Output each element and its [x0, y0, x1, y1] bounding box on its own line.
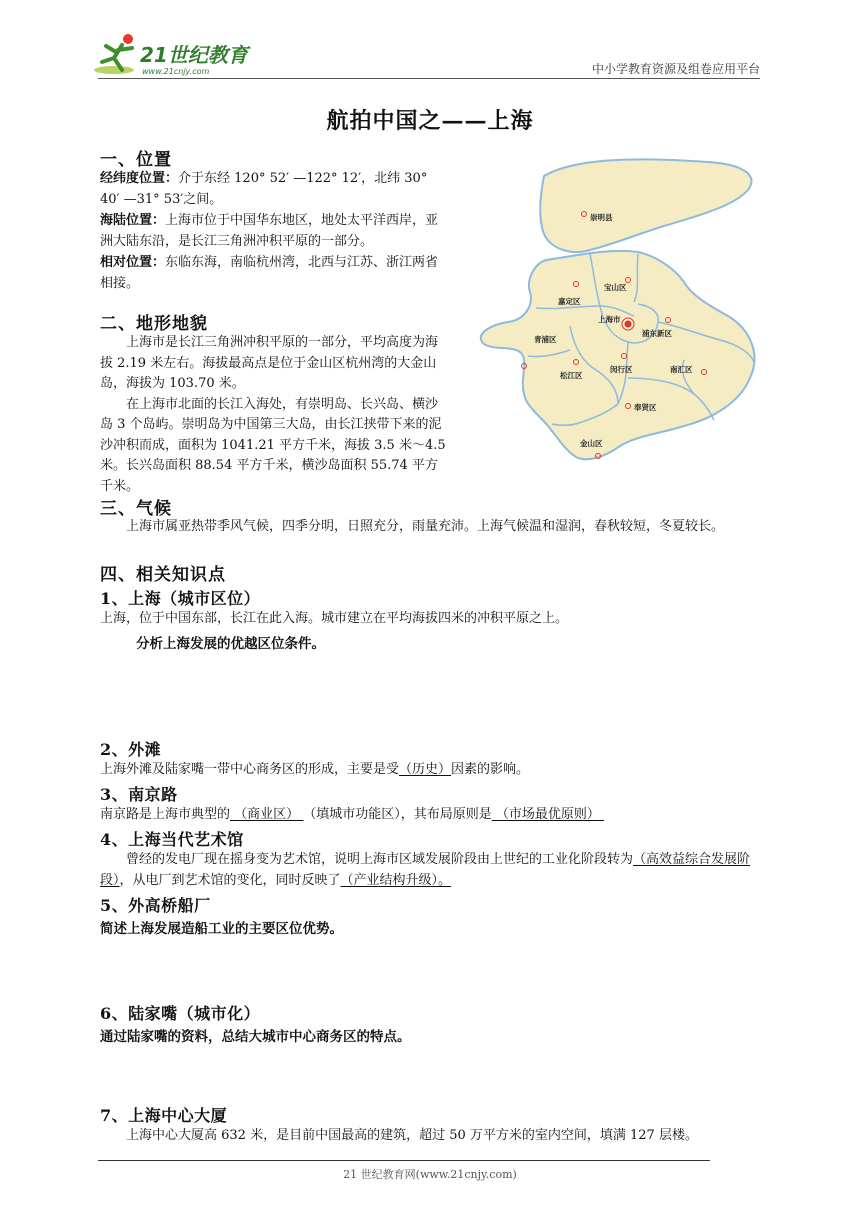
k4-mid: ，从电厂到艺术馆的变化，同时反映了	[119, 872, 341, 888]
label-nanhui: 南汇区	[670, 365, 693, 374]
header-divider	[98, 78, 760, 79]
k4-answer-2: （产业结构升级）。	[340, 872, 452, 888]
sea-land-label: 海陆位置：	[100, 213, 166, 228]
label-fengxian: 奉贤区	[634, 403, 657, 412]
marker-shanghai	[625, 321, 632, 328]
knowledge-3-heading: 3、南京路	[100, 785, 178, 804]
knowledge-6-heading: 6、陆家嘴（城市化）	[100, 1004, 261, 1023]
logo-text: 21世纪教育	[140, 43, 248, 67]
section-4-heading: 四、相关知识点	[100, 565, 226, 585]
k4-answer-1: （高效益综合发展阶段）	[100, 852, 751, 888]
knowledge-3-text	[100, 805, 764, 826]
label-qingpu: 青浦区	[534, 335, 557, 344]
k3-mid: （填城市功能区），其布局原则是	[303, 807, 492, 822]
footer-divider	[98, 1160, 710, 1161]
climate-paragraph: 上海市属亚热带季风气候，四季分明，日照充分，雨量充沛。上海气候温和湿润，春秋较短，冬夏较长。	[126, 519, 725, 534]
k2-post: 因素的影响。	[451, 762, 530, 777]
footer-text: 21 世纪教育网(www.21cnjy.com)	[343, 1168, 517, 1181]
k2-pre: 上海外滩及陆家嘴一带中心商务区的形成，主要是受	[100, 762, 400, 777]
section-2-body	[100, 333, 446, 497]
knowledge-7-text: 上海中心大厦高 632 米，是目前中国最高的建筑，超过 50 万平方米的室内空间，填满 127 层楼。	[126, 1128, 698, 1143]
terrain-paragraph-1: 上海市是长江三角洲冲积平原的一部分，平均高度为海拔 2.19 米左右。海拔最高点是位于金山区杭州湾的大金山岛，海拔为 103.70 米。	[100, 335, 439, 391]
label-pudong: 浦东新区	[642, 329, 672, 338]
knowledge-7-heading: 7、上海中心大厦	[100, 1106, 228, 1125]
knowledge-2-heading: 2、外滩	[100, 740, 162, 759]
logo	[92, 30, 262, 82]
knowledge-5-question: 简述上海发展造船工业的主要区位优势。	[100, 921, 343, 937]
shanghai-map	[478, 156, 764, 474]
logo-url: www.21cnjy.com	[142, 67, 210, 76]
knowledge-5-heading: 5、外高桥船厂	[100, 896, 211, 915]
label-jinshan: 金山区	[580, 439, 603, 448]
runner-logo-icon	[92, 30, 262, 82]
knowledge-6-question: 通过陆家嘴的资料，总结大城市中心商务区的特点。	[100, 1029, 411, 1045]
knowledge-4-text	[100, 850, 764, 891]
platform-name: 中小学教育资源及组卷应用平台	[591, 62, 760, 76]
relative-text: 东临东海，南临杭州湾，北西与江苏、浙江两省相接。	[100, 255, 439, 291]
k3-answer-1: （商业区）	[230, 807, 304, 822]
knowledge-1-question: 分析上海发展的优越区位条件。	[136, 636, 325, 652]
label-baoshan: 宝山区	[604, 283, 627, 292]
terrain-paragraph-2: 在上海市北面的长江入海处，有崇明岛、长兴岛、横沙岛 3 个岛屿。崇明岛为中国第三大岛，由长江挟带下来的泥沙冲积而成，面积为 1041.21 平方千米，海拔 3.5 米～4.5 米。长兴岛面积 88.54 平方千米，横沙岛面积 55.74 平方千米。	[100, 396, 446, 494]
section-1-heading: 一、位置	[100, 150, 172, 170]
k3-pre: 南京路是上海市典型的	[100, 807, 231, 822]
map-region-chongming	[540, 159, 751, 252]
section-2-heading: 二、地形地貌	[100, 314, 208, 334]
label-songjiang: 松江区	[560, 371, 583, 380]
label-shanghai: 上海市	[598, 315, 621, 324]
knowledge-1-text: 上海，位于中国东部，长江在此入海。城市建立在平均海拔四米的冲积平原之上。	[100, 611, 569, 626]
k2-answer: （历史）	[399, 762, 452, 777]
knowledge-2-text	[100, 760, 764, 781]
section-1-body	[100, 169, 446, 294]
label-minhang: 闵行区	[610, 365, 633, 374]
latlon-text: 介于东经 120° 52′ —122° 12′，北纬 30° 40′ —31° 53′之间。	[100, 171, 428, 207]
label-jiading: 嘉定区	[558, 297, 581, 306]
section-3-heading: 三、气候	[100, 499, 172, 519]
relative-label: 相对位置：	[100, 255, 166, 270]
k3-answer-2: （市场最优原则）	[491, 807, 605, 822]
label-chongming: 崇明县	[590, 213, 613, 222]
sea-land-text: 上海市位于中国华东地区，地处太平洋西岸，亚洲大陆东沿，是长江三角洲冲积平原的一部分。	[100, 213, 439, 249]
knowledge-4-heading: 4、上海当代艺术馆	[100, 830, 244, 849]
page-title: 航拍中国之——上海	[326, 108, 534, 134]
knowledge-1-heading: 1、上海（城市区位）	[100, 589, 261, 608]
k4-pre: 曾经的发电厂现在摇身变为艺术馆，说明上海市区域发展阶段由上世纪的工业化阶段转为	[126, 852, 634, 867]
latlon-label: 经纬度位置：	[100, 171, 179, 186]
